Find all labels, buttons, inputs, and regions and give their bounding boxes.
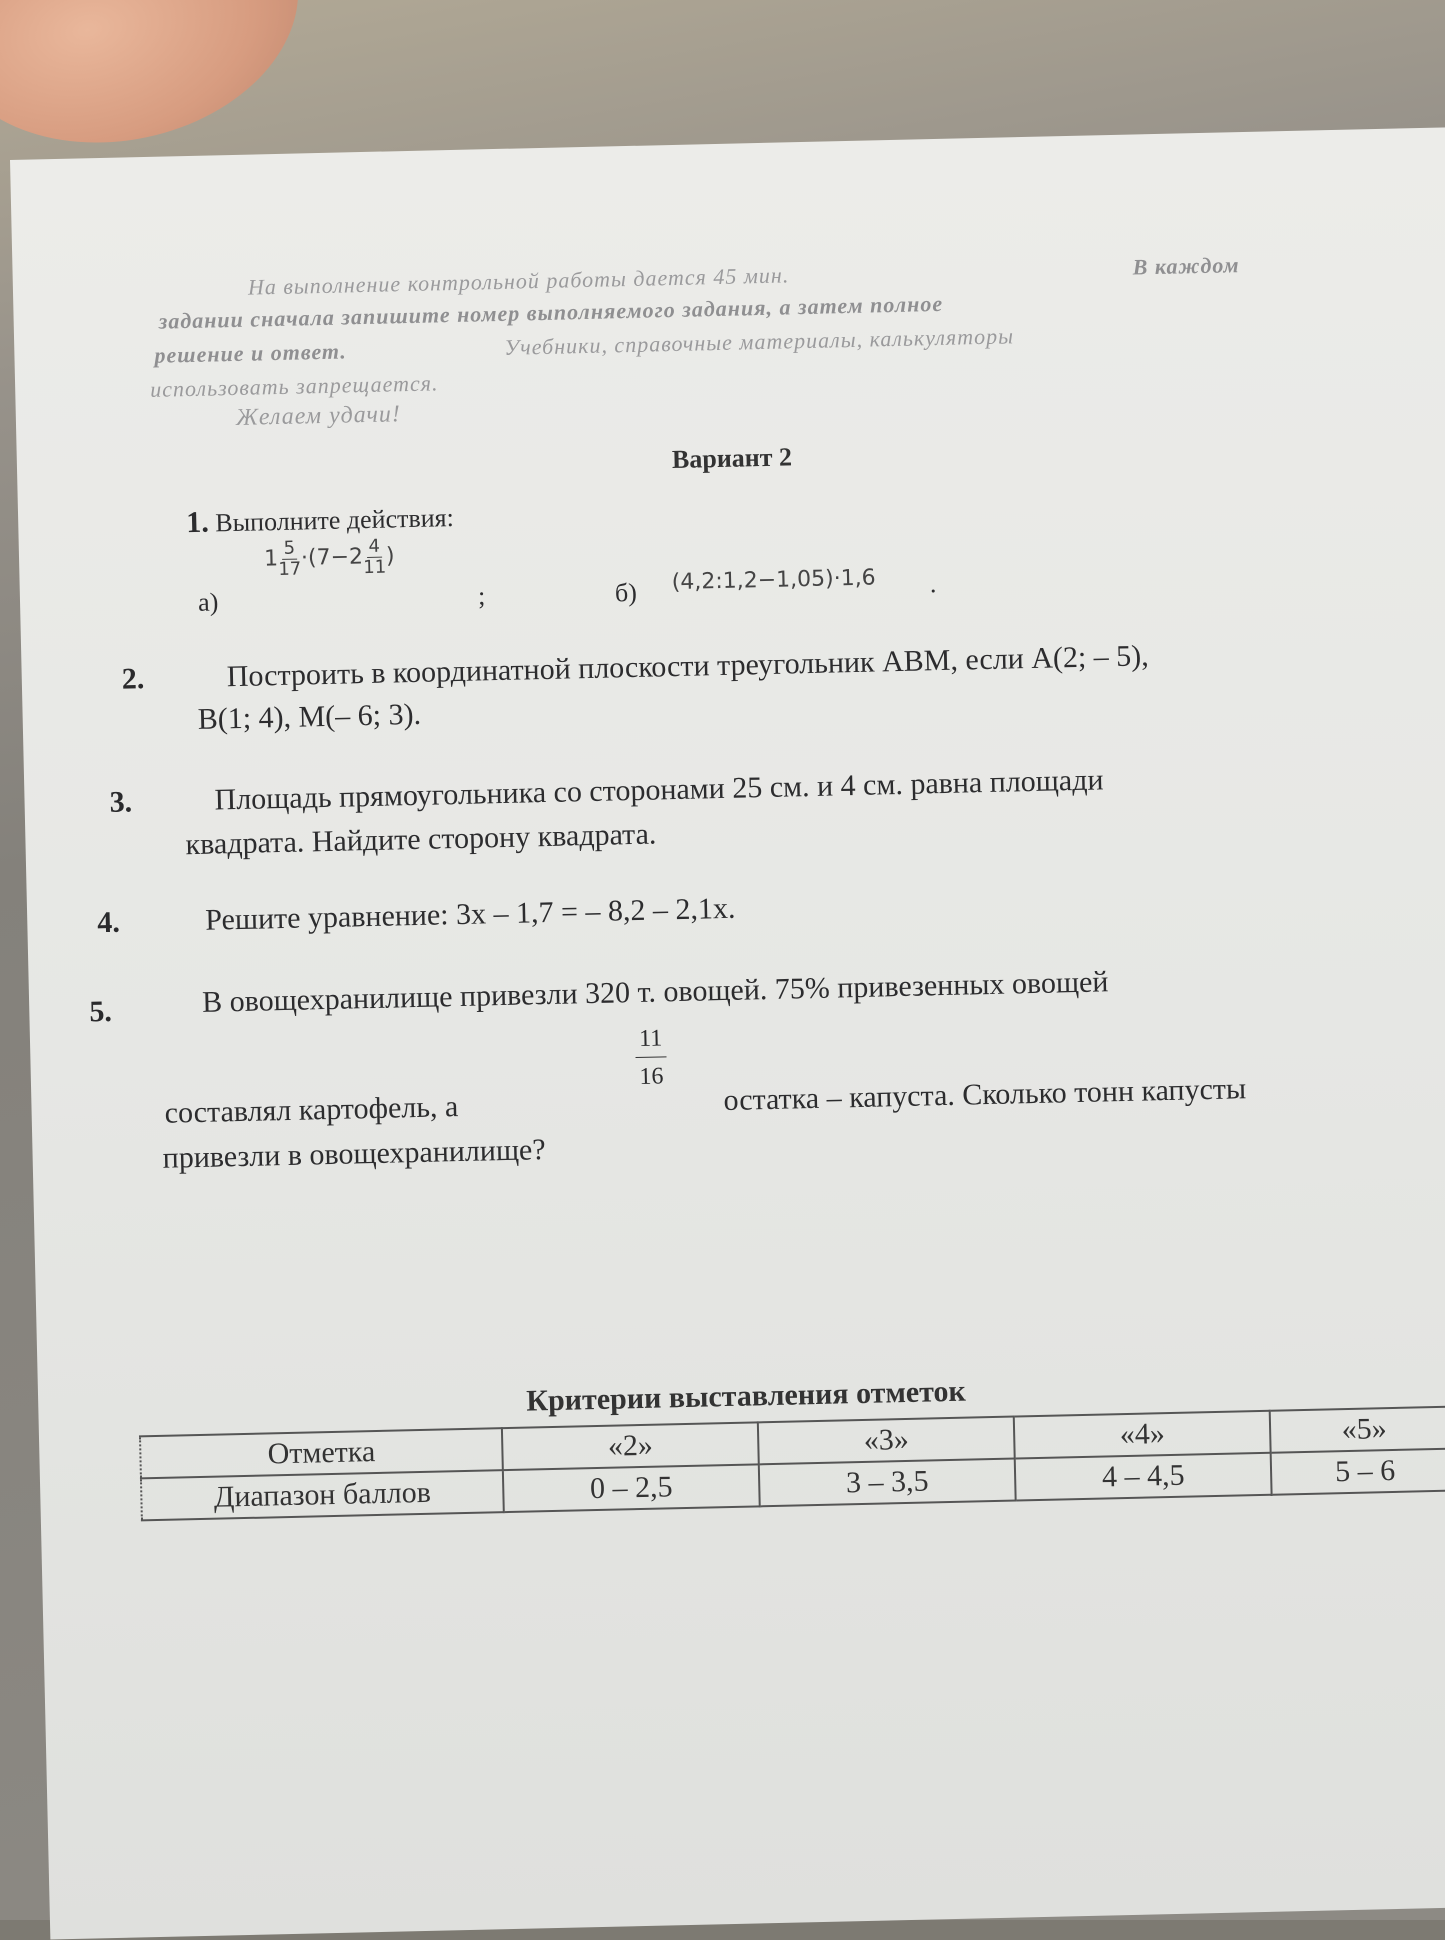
table-cell: «2» [502,1422,759,1470]
intro-line-2: задании сначала запишите номер выполняемого задания, а затем полное [158,290,944,334]
table-cell: «5» [1270,1406,1445,1452]
table-cell: «4» [1014,1411,1271,1459]
task5-line-2b: остатка – капуста. Сколько тонн капусты [723,1072,1247,1118]
table-cell: 4 – 4,5 [1015,1453,1272,1501]
a-frac2-num: 4 [366,537,382,558]
a-frac1-num: 5 [281,539,297,560]
a-frac2-den: 11 [363,556,387,578]
table-cell: Отметка [140,1428,503,1478]
wish-text: Желаем удачи! [235,401,402,431]
task5-number: 5. [88,994,113,1029]
task2-line-2: В(1; 4), М(– 6; 3). [197,697,422,736]
a-fraction-2 [363,537,387,578]
table-cell: 5 – 6 [1271,1448,1445,1494]
task5-line-3: привезли в овощехранилище? [162,1133,546,1175]
a-whole: 1 [263,546,279,572]
criteria-table [139,1405,1445,1521]
task1-b-label: б) [614,577,638,608]
task2-number: 2. [121,662,145,696]
task1-a-label: а) [197,587,219,617]
task2-line-1: Построить в координатной плоскости треугольник АВМ, если А(2; – 5), [226,639,1150,694]
criteria-title: Критерии выставления отметок [525,1374,967,1418]
task1-number: 1. [185,505,210,540]
a-frac1-den: 17 [278,558,302,580]
task1-b-expression: (4,2:1,2−1,05)·1,6 [671,565,876,596]
task1 [186,500,454,540]
a-fraction-1 [278,539,302,580]
task1-title: Выполните действия: [214,503,455,538]
task3-line-1: Площадь прямоугольника со сторонами 25 см. и 4 см. равна площади [214,763,1104,817]
intro-line-3a: решение и ответ. [154,338,348,368]
table-cell: 0 – 2,5 [503,1464,760,1512]
table-cell: 3 – 3,5 [759,1459,1016,1507]
task5-line-1: В овощехранилище привезли 320 т. овощей. 75% привезенных овощей [201,965,1109,1019]
table-cell: Диапазон баллов [141,1470,504,1520]
test-sheet [10,127,1445,1939]
task4-number: 4. [96,905,121,940]
a-middle: ·(7−2 [300,544,364,571]
intro-line-3b: Учебники, справочные материалы, калькуляторы [504,323,1015,360]
task1-semicolon: ; [477,581,486,611]
intro-line-4: использовать запрещается. [149,370,439,402]
task3-line-2: квадрата. Найдите сторону квадрата. [185,817,657,862]
task3-number: 3. [109,785,133,819]
task5-frac-den: 16 [639,1063,664,1090]
a-close: ) [385,543,395,569]
task5-frac-num: 11 [635,1025,667,1058]
table-cell: «3» [758,1417,1015,1465]
task4-text: Решите уравнение: 3х – 1,7 = – 8,2 – 2,1х. [204,891,736,937]
task5-fraction [635,1025,668,1091]
intro-line-1a: На выполнение контрольной работы дается 45 мин. [247,262,790,300]
intro-line-1b: В каждом [1132,252,1240,280]
task1-dot: . [929,569,937,599]
task1-a-expression [264,536,395,580]
task5-line-2a: составлял картофель, а [164,1090,459,1130]
variant-title: Вариант 2 [671,442,793,475]
